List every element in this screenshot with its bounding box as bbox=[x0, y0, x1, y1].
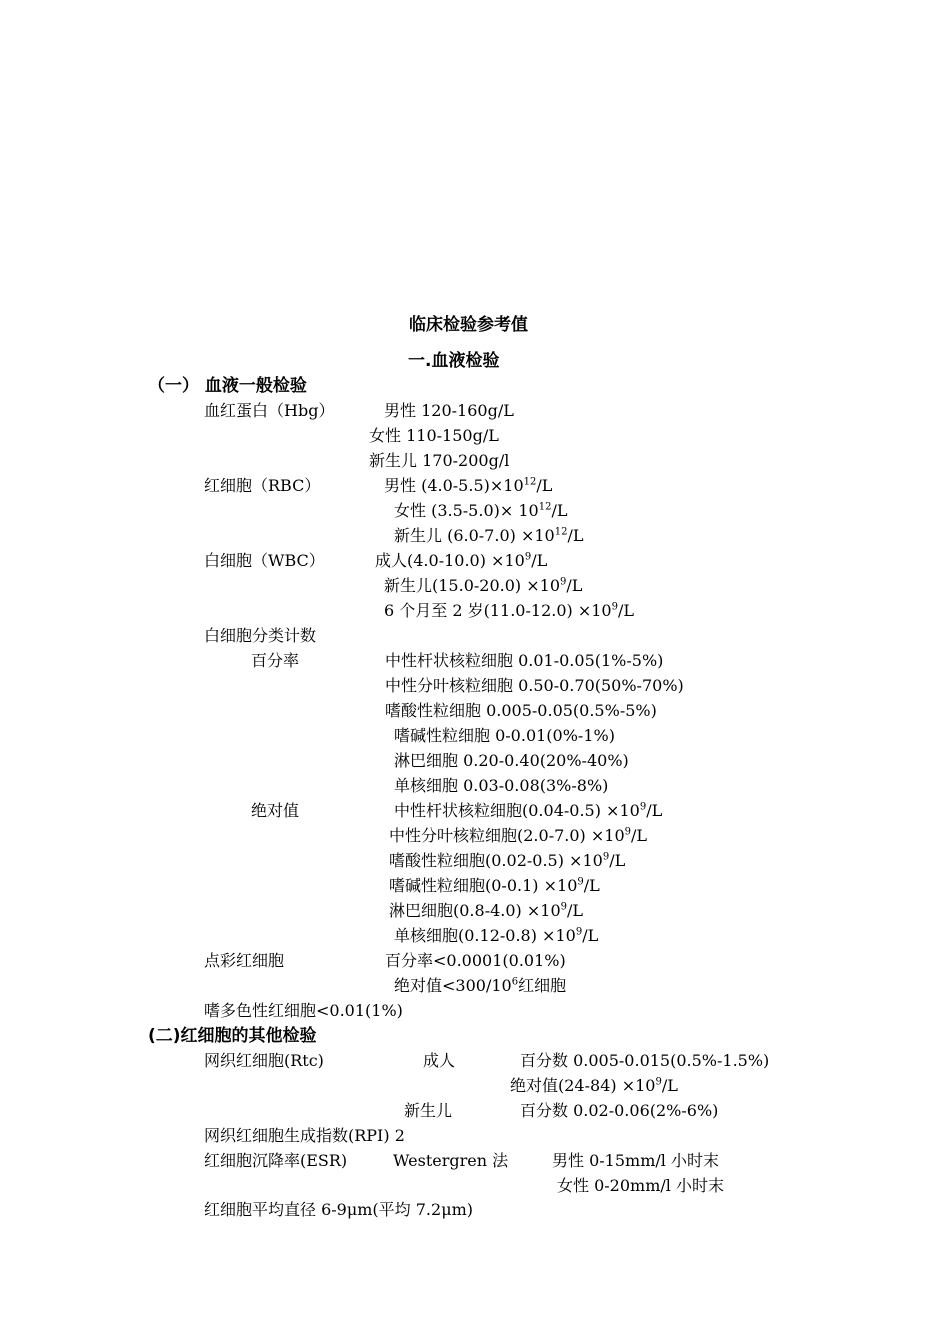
wbc-infant: 6 个月至 2 岁$(11.0-12.0) \times 10^9/L$ bbox=[384, 601, 635, 620]
diff-abs-item: 嗜碱性粒细胞$(0-0.1) \times 10^9/L$ bbox=[389, 876, 600, 895]
rtc-newborn-label: 新生儿 bbox=[404, 1101, 453, 1120]
diff-abs-label: 绝对值 bbox=[251, 801, 300, 820]
diff-pct-label: 百分率 bbox=[251, 651, 300, 670]
rbc-male: 男性 $(4.0-5.5)\times 10^{12}/L$ bbox=[384, 476, 553, 495]
diff-abs-item: 嗜酸性粒细胞$(0.02-0.5) \times 10^9/L$ bbox=[389, 851, 626, 870]
rtc-adult-abs: 绝对值$(24-84) \times 10^9/L$ bbox=[510, 1076, 678, 1095]
diff-pct-item: 嗜碱性粒细胞 0-0.01(0%-1%) bbox=[394, 726, 615, 745]
rbc-label: 红细胞（RBC） bbox=[204, 476, 321, 495]
rbc-mean-diameter: 红细胞平均直径 6-9μm(平均 7.2μm) bbox=[204, 1200, 474, 1219]
esr-label: 红细胞沉降率(ESR) bbox=[204, 1151, 348, 1170]
diff-abs-item: 中性分叶核粒细胞$(2.0-7.0) \times 10^9/L$ bbox=[389, 826, 648, 845]
diff-pct-item: 中性杆状核粒细胞 0.01-0.05(1%-5%) bbox=[385, 651, 664, 670]
esr-male: 男性 0-15mm/l 小时末 bbox=[552, 1151, 719, 1170]
hbg-female: 女性 110-150g/L bbox=[369, 426, 499, 445]
wbc-adult: 成人$(4.0-10.0) \times 10^9/L$ bbox=[375, 551, 548, 570]
rpi: 网织红细胞生成指数(RPI) 2 bbox=[204, 1126, 405, 1145]
stippled-label: 点彩红细胞 bbox=[204, 951, 285, 970]
rbc-newborn: 新生儿 $(6.0-7.0) \times 10^{12}/L$ bbox=[394, 526, 584, 545]
diff-abs-item: 单核细胞$(0.12-0.8) \times 10^9/L$ bbox=[394, 926, 599, 945]
hbg-male: 男性 120-160g/L bbox=[384, 401, 514, 420]
esr-female: 女性 0-20mm/l 小时末 bbox=[557, 1176, 724, 1195]
doc-title: 临床检验参考值 bbox=[409, 315, 528, 335]
diff-abs-item: 中性杆状核粒细胞$(0.04-0.5) \times 10^9/L$ bbox=[394, 801, 663, 820]
section-heading: 一.血液检验 bbox=[408, 351, 500, 371]
esr-method: Westergren 法 bbox=[393, 1151, 509, 1170]
diff-pct-item: 单核细胞 0.03-0.08(3%-8%) bbox=[394, 776, 609, 795]
rtc-adult-label: 成人 bbox=[423, 1051, 456, 1070]
rtc-newborn-pct: 百分数 0.02-0.06(2%-6%) bbox=[520, 1101, 719, 1120]
wbc-newborn: 新生儿$(15.0-20.0) \times 10^9/L$ bbox=[384, 576, 583, 595]
rtc-adult-pct: 百分数 0.005-0.015(0.5%-1.5%) bbox=[520, 1051, 770, 1070]
polychromatic: 嗜多色性红细胞<0.01(1%) bbox=[204, 1001, 403, 1020]
subsection-heading: （一） 血液一般检验 bbox=[148, 376, 307, 396]
rtc-label: 网织红细胞(Rtc) bbox=[204, 1051, 324, 1070]
stippled-abs: 绝对值$<300/10^6$红细胞 bbox=[394, 976, 567, 995]
diff-pct-item: 嗜酸性粒细胞 0.005-0.05(0.5%-5%) bbox=[385, 701, 657, 720]
diff-pct-item: 淋巴细胞 0.20-0.40(20%-40%) bbox=[394, 751, 629, 770]
diff-label: 白细胞分类计数 bbox=[204, 626, 317, 645]
diff-pct-item: 中性分叶核粒细胞 0.50-0.70(50%-70%) bbox=[385, 676, 684, 695]
subsection-heading-2: (二)红细胞的其他检验 bbox=[148, 1026, 317, 1046]
hbg-label: 血红蛋白（Hbg） bbox=[204, 401, 335, 420]
hbg-newborn: 新生儿 170-200g/l bbox=[369, 451, 510, 470]
rbc-female: 女性 $(3.5-5.0)\times 10^{12}/L$ bbox=[394, 501, 568, 520]
diff-abs-item: 淋巴细胞$(0.8-4.0) \times 10^9/L$ bbox=[389, 901, 584, 920]
stippled-pct: 百分率<0.0001(0.01%) bbox=[385, 951, 566, 970]
wbc-label: 白细胞（WBC） bbox=[204, 551, 325, 570]
